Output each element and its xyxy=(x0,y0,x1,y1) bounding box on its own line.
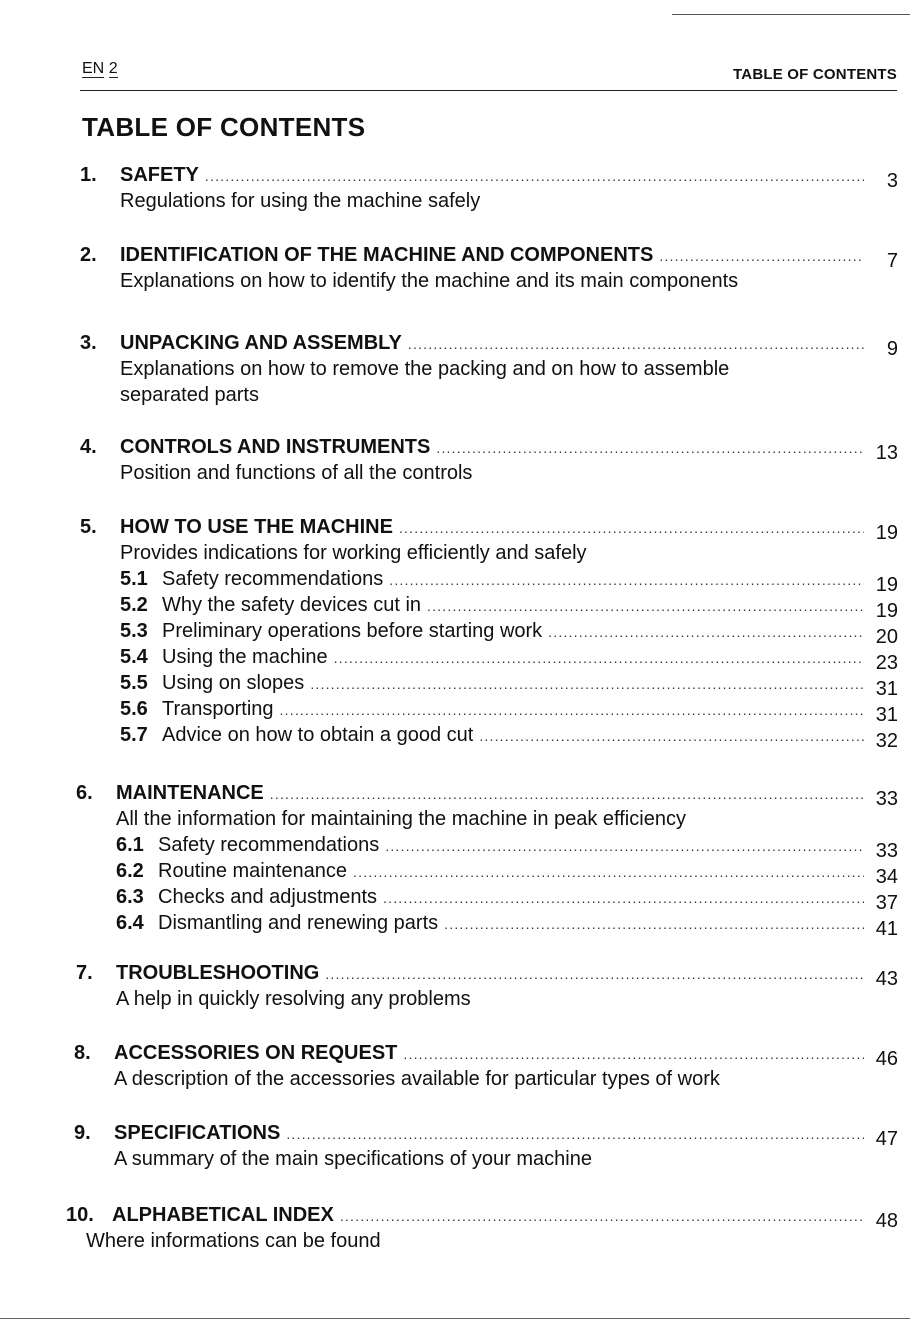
toc-section xyxy=(80,162,898,214)
subsection-title: Why the safety devices cut in xyxy=(162,594,422,616)
dot-leader xyxy=(270,781,864,807)
dot-leader xyxy=(403,1041,864,1067)
section-page-number: 47 xyxy=(875,1128,898,1150)
subsection-title: Safety recommendations xyxy=(158,834,380,856)
subsection-number: 6.2 xyxy=(116,860,144,882)
subsection-number: 6.3 xyxy=(116,886,144,908)
toc-subsection[interactable] xyxy=(76,884,898,914)
toc-section xyxy=(76,960,898,1012)
dot-leader xyxy=(383,885,864,911)
toc-section-heading[interactable] xyxy=(80,514,898,544)
subsection-title: Using on slopes xyxy=(162,672,305,694)
section-page-number: 9 xyxy=(886,338,898,360)
toc-section xyxy=(80,242,898,294)
subsection-page-number: 37 xyxy=(875,892,898,914)
subsection-page-number: 33 xyxy=(875,840,898,862)
section-description: Position and functions of all the controls xyxy=(120,462,473,484)
toc-section-heading[interactable] xyxy=(66,1202,898,1232)
section-number: 7. xyxy=(76,962,93,984)
section-description: Where informations can be found xyxy=(86,1230,381,1252)
dot-leader xyxy=(385,833,864,859)
section-title: CONTROLS AND INSTRUMENTS xyxy=(120,436,431,458)
toc-subsection[interactable] xyxy=(76,858,898,888)
section-page-number: 46 xyxy=(875,1048,898,1070)
section-title: MAINTENANCE xyxy=(116,782,264,804)
dot-leader xyxy=(399,515,864,541)
dot-leader xyxy=(325,961,864,987)
section-description: Provides indications for working efficiently and safely xyxy=(120,542,587,564)
toc-subsection[interactable] xyxy=(80,670,898,700)
subsection-title: Transporting xyxy=(162,698,274,720)
toc-subsection[interactable] xyxy=(80,722,898,752)
toc-subsection[interactable] xyxy=(80,618,898,648)
dot-leader xyxy=(548,619,864,645)
section-title: TROUBLESHOOTING xyxy=(116,962,320,984)
section-number: 3. xyxy=(80,332,97,354)
section-title: HOW TO USE THE MACHINE xyxy=(120,516,393,538)
subsection-title: Advice on how to obtain a good cut xyxy=(162,724,474,746)
subsection-number: 6.1 xyxy=(116,834,144,856)
subsection-title: Routine maintenance xyxy=(158,860,348,882)
section-description: Explanations on how to identify the machine and its main components xyxy=(120,270,739,292)
dot-leader xyxy=(408,331,864,357)
toc-section-heading[interactable] xyxy=(74,1040,898,1070)
section-description: A help in quickly resolving any problems xyxy=(116,988,471,1010)
subsection-page-number: 32 xyxy=(875,730,898,752)
section-number: 8. xyxy=(74,1042,91,1064)
dot-leader xyxy=(436,435,864,461)
toc-subsection[interactable] xyxy=(80,592,898,622)
toc-section xyxy=(76,780,898,940)
section-description: Explanations on how to remove the packing and on how to assemble xyxy=(120,358,730,380)
subsection-page-number: 31 xyxy=(875,704,898,726)
toc-section-heading[interactable] xyxy=(80,242,898,272)
page-header xyxy=(80,60,897,91)
toc-subsection[interactable] xyxy=(80,644,898,674)
running-header-title: TABLE OF CONTENTS xyxy=(733,66,897,83)
section-description: A summary of the main specifications of your machine xyxy=(114,1148,592,1170)
subsection-number: 5.7 xyxy=(120,724,148,746)
toc-section xyxy=(74,1120,898,1172)
subsection-number: 5.6 xyxy=(120,698,148,720)
section-number: 1. xyxy=(80,164,97,186)
toc-section-heading[interactable] xyxy=(74,1120,898,1150)
section-description: A description of the accessories available for particular types of work xyxy=(114,1068,720,1090)
toc-section-heading[interactable] xyxy=(76,780,898,810)
subsection-page-number: 20 xyxy=(875,626,898,648)
toc-section-heading[interactable] xyxy=(80,434,898,464)
subsection-page-number: 23 xyxy=(875,652,898,674)
dot-leader xyxy=(280,697,864,723)
subsection-title: Checks and adjustments xyxy=(158,886,378,908)
subsection-number: 6.4 xyxy=(116,912,144,934)
section-page-number: 48 xyxy=(875,1210,898,1232)
toc-section xyxy=(80,330,898,408)
page-number-label: EN 2 xyxy=(82,60,118,77)
subsection-title: Preliminary operations before starting work xyxy=(162,620,543,642)
toc-subsection[interactable] xyxy=(76,910,898,940)
subsection-number: 5.2 xyxy=(120,594,148,616)
section-number: 2. xyxy=(80,244,97,266)
dot-leader xyxy=(286,1121,864,1147)
dot-leader xyxy=(310,671,864,697)
section-page-number: 13 xyxy=(875,442,898,464)
section-title: SAFETY xyxy=(120,164,199,186)
dot-leader xyxy=(444,911,864,937)
dot-leader xyxy=(340,1203,864,1229)
scan-top-rule xyxy=(672,14,910,15)
toc-section-heading[interactable] xyxy=(80,330,898,360)
section-title: ACCESSORIES ON REQUEST xyxy=(114,1042,398,1064)
page-title: TABLE OF CONTENTS xyxy=(82,112,366,142)
subsection-page-number: 41 xyxy=(875,918,898,940)
toc-subsection[interactable] xyxy=(76,832,898,862)
section-number: 5. xyxy=(80,516,97,538)
toc-section-heading[interactable] xyxy=(80,162,898,192)
subsection-title: Dismantling and renewing parts xyxy=(158,912,439,934)
subsection-page-number: 19 xyxy=(875,574,898,596)
section-page-number: 33 xyxy=(875,788,898,810)
subsection-number: 5.5 xyxy=(120,672,148,694)
section-number: 4. xyxy=(80,436,97,458)
section-title: UNPACKING AND ASSEMBLY xyxy=(120,332,402,354)
scan-bottom-rule xyxy=(0,1318,910,1319)
dot-leader xyxy=(479,723,864,749)
toc-subsection[interactable] xyxy=(80,696,898,726)
section-page-number: 43 xyxy=(875,968,898,990)
toc-section xyxy=(80,514,898,752)
subsection-title: Using the machine xyxy=(162,646,328,668)
subsection-page-number: 34 xyxy=(875,866,898,888)
toc-section xyxy=(74,1040,898,1092)
section-number: 10. xyxy=(66,1204,94,1226)
subsection-number: 5.1 xyxy=(120,568,148,590)
subsection-page-number: 19 xyxy=(875,600,898,622)
section-page-number: 3 xyxy=(886,170,898,192)
section-description: All the information for maintaining the machine in peak efficiency xyxy=(116,808,686,830)
section-number: 9. xyxy=(74,1122,91,1144)
subsection-number: 5.3 xyxy=(120,620,148,642)
subsection-title: Safety recommendations xyxy=(162,568,384,590)
section-page-number: 7 xyxy=(886,250,898,272)
section-description: separated parts xyxy=(120,384,259,406)
toc-section xyxy=(80,434,898,486)
section-description: Regulations for using the machine safely xyxy=(120,190,481,212)
section-title: IDENTIFICATION OF THE MACHINE AND COMPONENTS xyxy=(120,244,654,266)
toc-subsection[interactable] xyxy=(80,566,898,596)
dot-leader xyxy=(353,859,864,885)
section-page-number: 19 xyxy=(875,522,898,544)
dot-leader xyxy=(205,163,864,189)
toc-section-heading[interactable] xyxy=(76,960,898,990)
section-title: ALPHABETICAL INDEX xyxy=(112,1204,334,1226)
dot-leader xyxy=(659,243,864,269)
subsection-page-number: 31 xyxy=(875,678,898,700)
section-number: 6. xyxy=(76,782,93,804)
subsection-number: 5.4 xyxy=(120,646,148,668)
dot-leader xyxy=(334,645,864,671)
toc-section xyxy=(66,1202,898,1254)
section-title: SPECIFICATIONS xyxy=(114,1122,281,1144)
dot-leader xyxy=(427,593,864,619)
dot-leader xyxy=(389,567,864,593)
